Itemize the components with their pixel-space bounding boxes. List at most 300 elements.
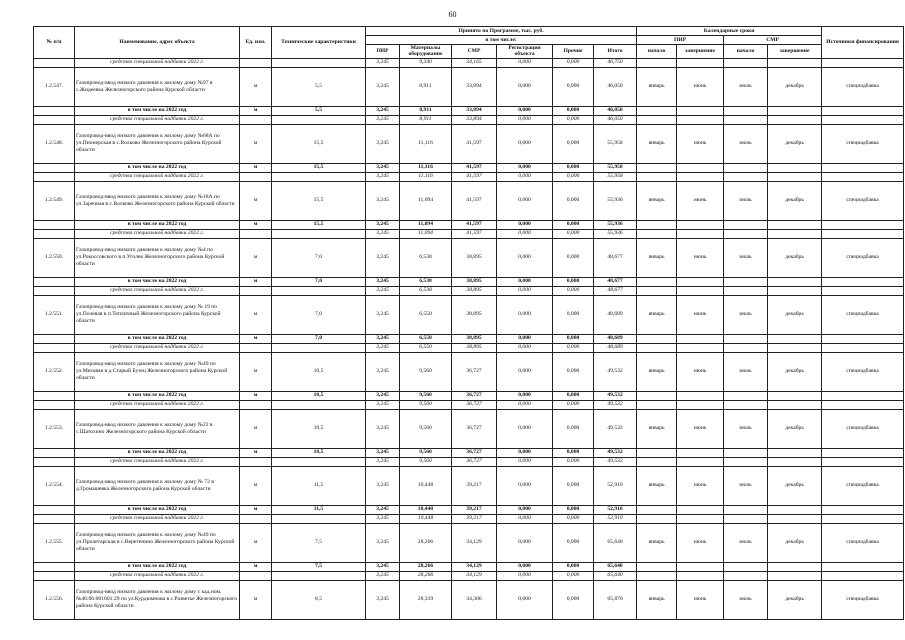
cell-tech: 7,0 [272, 334, 366, 343]
cell-smr-end: декабрь [768, 181, 822, 220]
table-row-spec [34, 286, 904, 295]
cell-pir: 3,245 [366, 220, 400, 229]
cell-total: 49,532 [594, 391, 637, 400]
cell-materials: 10,448 [400, 505, 452, 514]
cell-empty [724, 172, 768, 181]
cell-pir-end: июнь [677, 124, 724, 163]
cell-total-label: в том числе на 2022 год [75, 505, 240, 514]
cell-materials: 9,560 [400, 400, 452, 409]
cell-smr: 38,895 [452, 334, 497, 343]
cell-total-label: в том числе на 2022 год [75, 106, 240, 115]
header-pir: ПИР [366, 45, 400, 59]
cell-empty [637, 448, 677, 457]
cell-pir: 3,245 [366, 466, 400, 505]
cell-smr-start: июль [724, 181, 768, 220]
cell-empty [240, 115, 272, 124]
cell-num: 1.2.552. [34, 352, 75, 391]
table-body [34, 58, 904, 619]
cell-pir: 3,245 [366, 163, 400, 172]
cell-empty [637, 163, 677, 172]
cell-total: 55,936 [594, 181, 637, 220]
cell-empty [34, 391, 75, 400]
cell-smr-start: июль [724, 124, 768, 163]
cell-smr-end: декабрь [768, 67, 822, 106]
cell-empty [822, 457, 904, 466]
cell-pir: 3,245 [366, 448, 400, 457]
cell-pir: 3,245 [366, 580, 400, 619]
cell-total: 55,958 [594, 172, 637, 181]
cell-num: 1.2.549. [34, 181, 75, 220]
table-row [34, 67, 904, 106]
cell-smr-start: июль [724, 295, 768, 334]
header-registration: Регистрация объекта [497, 45, 553, 59]
cell-unit: м [240, 391, 272, 400]
cell-empty [822, 286, 904, 295]
cell-materials: 6,538 [400, 286, 452, 295]
cell-registration: 0,000 [497, 67, 553, 106]
cell-object-name: Газопровод-ввод низкого давления к жилому дому №22 в с.Шатохино Железногорского района Курской области [75, 409, 240, 448]
cell-empty [724, 277, 768, 286]
cell-pir-start: январь [637, 181, 677, 220]
cell-empty [724, 400, 768, 409]
cell-smr: 34,129 [452, 571, 497, 580]
cell-empty [272, 229, 366, 238]
cell-total-label: в том числе на 2022 год [75, 277, 240, 286]
cell-pir-start: январь [637, 409, 677, 448]
cell-pir: 3,245 [366, 286, 400, 295]
cell-unit: м [240, 505, 272, 514]
cell-smr: 41,597 [452, 124, 497, 163]
table-row-spec [34, 343, 904, 352]
cell-empty [637, 562, 677, 571]
cell-empty [677, 514, 724, 523]
cell-empty [768, 163, 822, 172]
cell-empty [822, 562, 904, 571]
cell-empty [768, 172, 822, 181]
cell-empty [677, 58, 724, 67]
cell-pir-end: июнь [677, 466, 724, 505]
cell-other: 0,000 [553, 163, 594, 172]
table-row-spec [34, 457, 904, 466]
cell-empty [240, 58, 272, 67]
cell-smr-end: декабрь [768, 409, 822, 448]
cell-smr-end: декабрь [768, 238, 822, 277]
cell-empty [768, 106, 822, 115]
cell-other: 0,000 [553, 58, 594, 67]
cell-pir-start: январь [637, 67, 677, 106]
table-row-spec [34, 172, 904, 181]
cell-smr-end: декабрь [768, 124, 822, 163]
cell-materials: 6,538 [400, 277, 452, 286]
cell-smr-start: июль [724, 409, 768, 448]
cell-empty [724, 163, 768, 172]
cell-spec-label: средства специальной надбавки 2022 г. [75, 115, 240, 124]
cell-other: 0,000 [553, 286, 594, 295]
cell-total: 48,689 [594, 295, 637, 334]
cell-unit: м [240, 106, 272, 115]
cell-object-name: Газопровод-ввод низкого давления к жилому дому № 19 по ул.Полевая в п.Тепличный Железногорского района Курской области [75, 295, 240, 334]
cell-unit: м [240, 295, 272, 334]
cell-empty [34, 562, 75, 571]
cell-empty [637, 391, 677, 400]
cell-spec-label: средства специальной надбавки 2022 г. [75, 457, 240, 466]
cell-pir-start: январь [637, 352, 677, 391]
cell-object-name: Газопровод-ввод низкого давления к жилому дому №68А по ул.Пионерская в с.Волково Железногорского района Курской области [75, 124, 240, 163]
cell-unit: м [240, 238, 272, 277]
table-row [34, 580, 904, 619]
cell-materials: 28,266 [400, 562, 452, 571]
cell-empty [768, 448, 822, 457]
cell-other: 0,000 [553, 466, 594, 505]
cell-materials: 11,094 [400, 229, 452, 238]
cell-smr-start: июль [724, 67, 768, 106]
cell-object-name: Газопровод-ввод низкого давления к жилому дому с кад.ном. №46:06:081601:29 по ул.Курдюмнова в с.Разветье Железногорского района Курской области [75, 580, 240, 619]
cell-empty [822, 400, 904, 409]
cell-total-label: в том числе на 2022 год [75, 163, 240, 172]
cell-materials: 9,560 [400, 391, 452, 400]
cell-smr-start: июль [724, 580, 768, 619]
cell-tech: 10,5 [272, 409, 366, 448]
cell-empty [637, 229, 677, 238]
cell-materials: 11,094 [400, 220, 452, 229]
table-row-spec [34, 514, 904, 523]
cell-tech: 7,0 [272, 277, 366, 286]
cell-empty [34, 220, 75, 229]
cell-empty [822, 505, 904, 514]
cell-empty [724, 562, 768, 571]
cell-other: 0,000 [553, 514, 594, 523]
cell-total: 49,532 [594, 448, 637, 457]
cell-materials: 11,094 [400, 181, 452, 220]
table-row-total [34, 562, 904, 571]
cell-pir: 3,245 [366, 124, 400, 163]
table-row [34, 409, 904, 448]
cell-empty [34, 343, 75, 352]
cell-total: 65,870 [594, 580, 637, 619]
table-row [34, 523, 904, 562]
table-row [34, 466, 904, 505]
cell-object-name: Газопровод-ввод низкого давления к жилому дому №4 по ул.Рокоссовского в п.Уголек Железногорского района Курской области [75, 238, 240, 277]
cell-pir: 3,245 [366, 115, 400, 124]
cell-empty [724, 58, 768, 67]
cell-empty [637, 571, 677, 580]
cell-materials: 6,538 [400, 238, 452, 277]
cell-total: 46,050 [594, 106, 637, 115]
cell-empty [768, 391, 822, 400]
cell-empty [768, 505, 822, 514]
cell-registration: 0,000 [497, 409, 553, 448]
cell-total: 55,958 [594, 124, 637, 163]
cell-registration: 0,000 [497, 352, 553, 391]
cell-registration: 0,000 [497, 334, 553, 343]
cell-other: 0,000 [553, 238, 594, 277]
cell-empty [240, 286, 272, 295]
cell-source: спецнадбавка [822, 181, 904, 220]
cell-tech: 15,5 [272, 181, 366, 220]
cell-source: спецнадбавка [822, 238, 904, 277]
cell-spec-label: средства специальной надбавки 2022 г. [75, 571, 240, 580]
cell-pir: 3,245 [366, 409, 400, 448]
cell-registration: 0,000 [497, 571, 553, 580]
cell-spec-label: средства специальной надбавки 2022 г. [75, 400, 240, 409]
cell-total: 48,689 [594, 334, 637, 343]
cell-materials: 11,116 [400, 124, 452, 163]
cell-empty [822, 391, 904, 400]
cell-empty [768, 400, 822, 409]
cell-empty [240, 457, 272, 466]
cell-total: 48,677 [594, 277, 637, 286]
cell-empty [34, 571, 75, 580]
program-table [33, 26, 904, 620]
cell-empty [822, 163, 904, 172]
cell-source: спецнадбавка [822, 409, 904, 448]
cell-pir-end: июнь [677, 409, 724, 448]
cell-total-label: в том числе на 2022 год [75, 391, 240, 400]
cell-object-name: Газопровод-ввод низкого давления к жилому дому №97 в с.Жидеевка Железногорского района Курской области [75, 67, 240, 106]
table-row-spec [34, 115, 904, 124]
cell-empty [34, 277, 75, 286]
cell-unit: м [240, 466, 272, 505]
cell-unit: м [240, 580, 272, 619]
cell-empty [768, 229, 822, 238]
cell-empty [272, 286, 366, 295]
program-table-wrapper [33, 26, 903, 620]
cell-registration: 0,000 [497, 448, 553, 457]
cell-num: 1.2.554. [34, 466, 75, 505]
cell-other: 0,000 [553, 580, 594, 619]
cell-pir-end: июнь [677, 295, 724, 334]
cell-materials: 8,911 [400, 67, 452, 106]
cell-empty [637, 277, 677, 286]
cell-smr: 41,597 [452, 172, 497, 181]
cell-empty [822, 115, 904, 124]
cell-empty [677, 172, 724, 181]
cell-smr-start: июль [724, 238, 768, 277]
table-row-total [34, 277, 904, 286]
cell-empty [637, 220, 677, 229]
cell-num: 1.2.551. [34, 295, 75, 334]
cell-empty [677, 562, 724, 571]
cell-materials: 9,560 [400, 352, 452, 391]
cell-total: 52,910 [594, 466, 637, 505]
cell-empty [822, 58, 904, 67]
cell-empty [637, 343, 677, 352]
cell-registration: 0,000 [497, 106, 553, 115]
cell-pir: 3,245 [366, 352, 400, 391]
cell-empty [768, 571, 822, 580]
cell-empty [768, 220, 822, 229]
cell-empty [768, 115, 822, 124]
cell-smr-start: июль [724, 352, 768, 391]
cell-tech: 15,5 [272, 124, 366, 163]
cell-source: спецнадбавка [822, 523, 904, 562]
cell-registration: 0,000 [497, 163, 553, 172]
cell-num: 1.2.555. [34, 523, 75, 562]
cell-smr: 34,129 [452, 562, 497, 571]
header-accepted: Принято по Программе, тыс. руб. [366, 27, 637, 36]
cell-empty [677, 391, 724, 400]
cell-pir: 3,245 [366, 181, 400, 220]
cell-empty [272, 457, 366, 466]
cell-empty [240, 172, 272, 181]
cell-pir: 3,245 [366, 505, 400, 514]
cell-empty [768, 343, 822, 352]
cell-empty [822, 172, 904, 181]
cell-empty [768, 562, 822, 571]
cell-empty [34, 115, 75, 124]
cell-empty [34, 505, 75, 514]
cell-empty [677, 505, 724, 514]
cell-registration: 0,000 [497, 562, 553, 571]
cell-total: 46,050 [594, 67, 637, 106]
cell-spec-label: средства специальной надбавки 2022 г. [75, 229, 240, 238]
cell-empty [637, 172, 677, 181]
cell-pir-start: январь [637, 523, 677, 562]
cell-total-label: в том числе на 2022 год [75, 562, 240, 571]
cell-empty [768, 58, 822, 67]
cell-empty [34, 400, 75, 409]
cell-registration: 0,000 [497, 505, 553, 514]
header-sources: Источники финансирования [822, 27, 904, 59]
cell-registration: 0,000 [497, 229, 553, 238]
cell-registration: 0,000 [497, 457, 553, 466]
cell-smr: 33,894 [452, 67, 497, 106]
cell-empty [637, 334, 677, 343]
cell-tech: 7,0 [272, 238, 366, 277]
header-name: Наименование, адрес объекта [75, 27, 240, 59]
cell-pir-start: январь [637, 295, 677, 334]
cell-empty [677, 286, 724, 295]
cell-unit: м [240, 409, 272, 448]
cell-smr: 41,597 [452, 229, 497, 238]
header-pir-start: начало [637, 45, 677, 59]
cell-pir: 3,245 [366, 562, 400, 571]
cell-other: 0,000 [553, 571, 594, 580]
cell-smr: 39,217 [452, 466, 497, 505]
cell-other: 0,000 [553, 523, 594, 562]
cell-empty [822, 106, 904, 115]
table-row [34, 352, 904, 391]
cell-smr-end: декабрь [768, 523, 822, 562]
cell-empty [724, 514, 768, 523]
cell-materials: 9,560 [400, 457, 452, 466]
page-number: 60 [448, 10, 457, 19]
cell-materials: 6,550 [400, 295, 452, 334]
cell-smr: 41,597 [452, 220, 497, 229]
header-including: в том числе: [366, 36, 637, 45]
cell-registration: 0,000 [497, 514, 553, 523]
cell-total: 49,532 [594, 400, 637, 409]
cell-pir-end: июнь [677, 352, 724, 391]
cell-materials: 11,116 [400, 172, 452, 181]
cell-pir: 3,245 [366, 295, 400, 334]
cell-total: 65,640 [594, 571, 637, 580]
cell-num: 1.2.553. [34, 409, 75, 448]
cell-registration: 0,000 [497, 295, 553, 334]
cell-smr: 34,129 [452, 523, 497, 562]
cell-empty [272, 400, 366, 409]
cell-empty [637, 58, 677, 67]
cell-pir-end: июнь [677, 238, 724, 277]
cell-materials: 10,448 [400, 466, 452, 505]
cell-materials: 28,266 [400, 523, 452, 562]
cell-source: спецнадбавка [822, 295, 904, 334]
cell-tech: 10,5 [272, 448, 366, 457]
cell-other: 0,000 [553, 409, 594, 448]
cell-pir: 3,245 [366, 391, 400, 400]
cell-tech: 8,5 [272, 580, 366, 619]
header-total: Итого [594, 45, 637, 59]
cell-empty [724, 286, 768, 295]
cell-total: 55,958 [594, 163, 637, 172]
cell-empty [34, 58, 75, 67]
cell-other: 0,000 [553, 124, 594, 163]
cell-smr: 39,217 [452, 514, 497, 523]
cell-empty [34, 163, 75, 172]
cell-tech: 11,5 [272, 466, 366, 505]
cell-smr: 36,727 [452, 409, 497, 448]
cell-empty [724, 505, 768, 514]
cell-total: 65,640 [594, 523, 637, 562]
cell-empty [637, 514, 677, 523]
cell-spec-label: средства специальной надбавки 2022 г. [75, 172, 240, 181]
cell-total: 46,050 [594, 115, 637, 124]
cell-materials: 6,550 [400, 334, 452, 343]
table-row-total [34, 391, 904, 400]
cell-num: 1.2.548. [34, 124, 75, 163]
cell-empty [34, 448, 75, 457]
cell-other: 0,000 [553, 277, 594, 286]
cell-materials: 10,448 [400, 514, 452, 523]
cell-empty [768, 514, 822, 523]
cell-other: 0,000 [553, 295, 594, 334]
cell-spec-label: средства специальной надбавки 2022 г. [75, 286, 240, 295]
cell-total: 48,689 [594, 343, 637, 352]
cell-pir-end: июнь [677, 181, 724, 220]
cell-unit: м [240, 220, 272, 229]
cell-num: 1.2.550. [34, 238, 75, 277]
cell-empty [637, 106, 677, 115]
cell-empty [677, 163, 724, 172]
cell-source: спецнадбавка [822, 352, 904, 391]
cell-empty [677, 343, 724, 352]
cell-empty [240, 571, 272, 580]
cell-smr-start: июль [724, 523, 768, 562]
cell-registration: 0,000 [497, 400, 553, 409]
cell-empty [637, 115, 677, 124]
cell-other: 0,000 [553, 448, 594, 457]
cell-registration: 0,000 [497, 580, 553, 619]
cell-materials: 9,340 [400, 58, 452, 67]
header-num: № п/п [34, 27, 75, 59]
cell-other: 0,000 [553, 67, 594, 106]
cell-empty [724, 229, 768, 238]
cell-materials: 11,116 [400, 163, 452, 172]
cell-empty [34, 457, 75, 466]
cell-total: 55,936 [594, 229, 637, 238]
cell-pir: 3,245 [366, 400, 400, 409]
cell-unit: м [240, 523, 272, 562]
cell-materials: 8,911 [400, 106, 452, 115]
cell-empty [768, 286, 822, 295]
cell-smr: 34,165 [452, 58, 497, 67]
cell-empty [34, 172, 75, 181]
cell-empty [822, 343, 904, 352]
cell-other: 0,000 [553, 562, 594, 571]
cell-empty [272, 172, 366, 181]
cell-materials: 9,560 [400, 409, 452, 448]
cell-smr: 41,597 [452, 163, 497, 172]
